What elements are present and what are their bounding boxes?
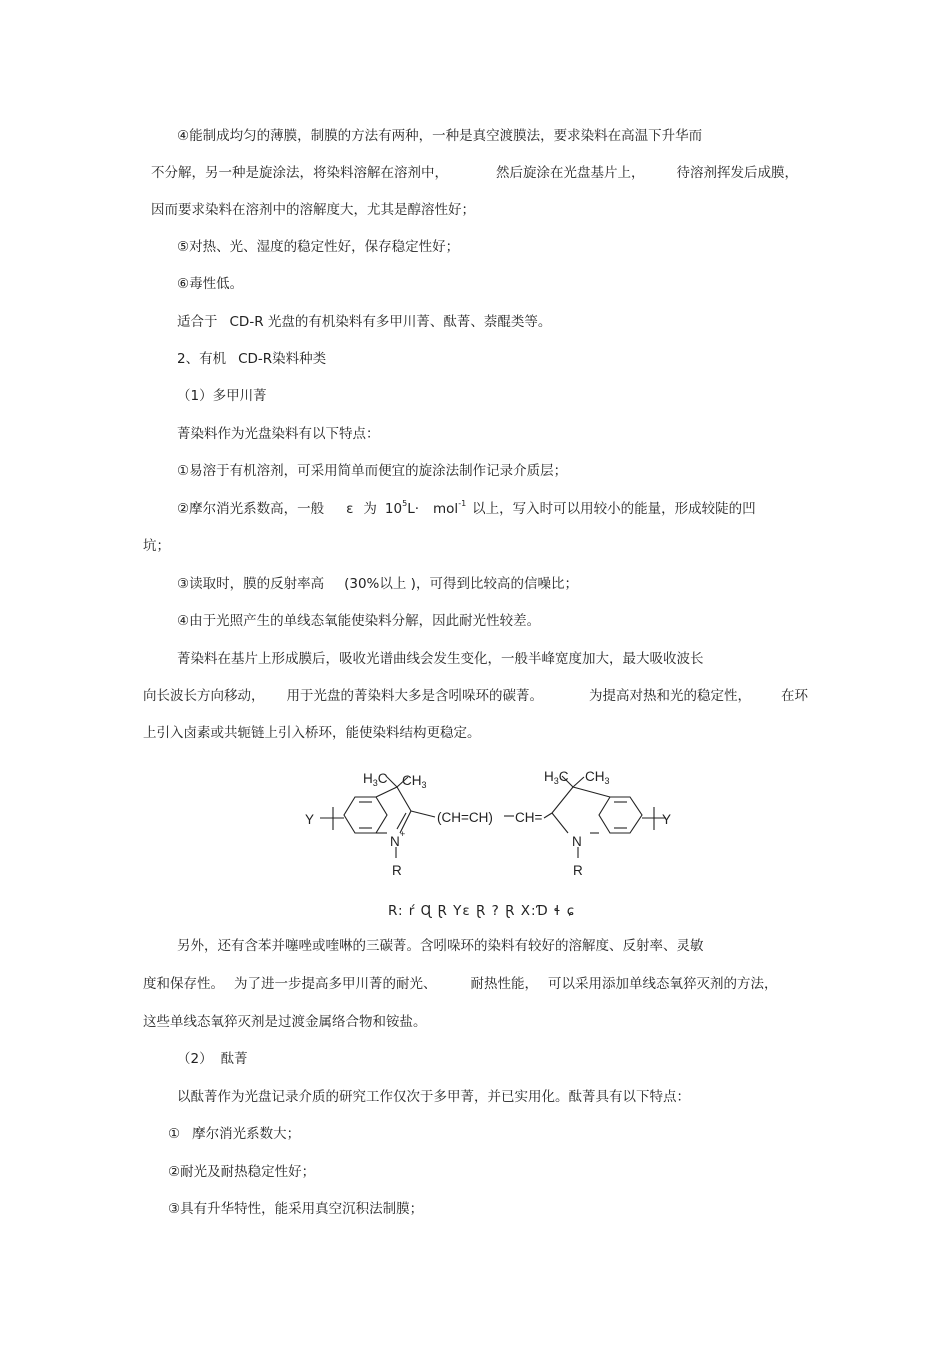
text-line: 因而要求染料在溶剂中的溶解度大，尤其是醇溶性好；: [151, 202, 475, 218]
text-line: [143, 975, 778, 993]
text-segment: ③读取时，膜的反射率高: [177, 576, 325, 592]
methyl-label-right-2: $CH_3$: [585, 769, 610, 786]
text-line: 另外，还有含苯并噻唑或喹啉的三碳菁。含吲哚环的染料有较好的溶解度、反射率、灵敏: [177, 938, 704, 954]
text-segment: （2）: [177, 1051, 213, 1067]
y-substituent-right: Y: [662, 812, 672, 827]
text-line: ⑥毒性低。: [177, 276, 244, 292]
text-segment: (30%以上 )，可得到比较高的信噪比；: [344, 576, 578, 592]
text-segment: 用于光盘的菁染料大多是含吲哚环的碳菁。: [286, 688, 543, 704]
text-segment: 在环: [781, 688, 808, 704]
r-group-right: R: [573, 863, 583, 878]
cyanine-structure-diagram: [290, 755, 710, 890]
text-line: 这些单线态氧猝灭剂是过渡金属络合物和铵盐。: [143, 1014, 427, 1030]
charge-plus: +: [400, 829, 406, 839]
text-segment: 向长波长方向移动，: [143, 688, 265, 704]
text-line: [151, 164, 798, 182]
text-segment: 然后旋涂在光盘基片上，: [496, 165, 645, 181]
text-segment: 为提高对热和光的稳定性，: [589, 688, 751, 704]
text-segment: L·: [407, 501, 420, 517]
section-heading: （1）多甲川菁: [177, 388, 267, 404]
text-segment: 以上，写入时可以用较小的能量，形成较陡的凹: [472, 501, 756, 517]
section-heading: [177, 1050, 248, 1068]
text-segment: CD-R 光盘的有机染料有多甲川菁、酞菁、萘醌类等。: [229, 314, 552, 330]
text-segment: 不分解，另一种是旋涂法，将染料溶解在溶剂中，: [151, 165, 448, 181]
text-segment: 10: [384, 501, 403, 517]
text-segment: 摩尔消光系数大；: [192, 1126, 301, 1142]
text-line: 菁染料在基片上形成膜后，吸收光谱曲线会发生变化，一般半峰宽度加大，最大吸收波长: [177, 651, 704, 667]
text-line: ④由于光照产生的单线态氧能使染料分解，因此耐光性较差。: [177, 613, 541, 629]
text-line: [177, 575, 578, 593]
superscript: 5: [402, 499, 408, 508]
text-line: ③具有升华特性，能采用真空沉积法制膜；: [168, 1201, 424, 1217]
text-segment: 可以采用添加单线态氧猝灭剂的方法，: [548, 976, 778, 992]
text-segment: 待溶剂挥发后成膜，: [676, 165, 798, 181]
text-line: 菁染料作为光盘染料有以下特点：: [177, 426, 380, 442]
text-line: ②耐光及耐热稳定性好；: [168, 1164, 316, 1180]
text-line: 上引入卤素或共轭链上引入桥环，能使染料结构更稳定。: [143, 725, 481, 741]
r-group-left: R: [392, 863, 402, 878]
y-substituent-left: Y: [305, 812, 315, 827]
text-segment: 适合于: [177, 314, 218, 330]
text-line: 以酞菁作为光盘记录介质的研究工作仅次于多甲菁，并已实用化。酞菁具有以下特点：: [177, 1089, 690, 1105]
text-segment: 为: [363, 501, 377, 517]
text-line: [168, 1125, 300, 1143]
epsilon-symbol: ε: [346, 501, 354, 517]
text-segment: 2、有机: [177, 351, 227, 367]
text-segment: ①: [168, 1126, 181, 1142]
text-line: [177, 500, 756, 520]
text-line: [177, 350, 326, 368]
polymethine-chain: (CH=CH): [437, 810, 493, 825]
text-line: 坑；: [143, 538, 170, 554]
text-segment: 度和保存性。: [143, 976, 224, 992]
text-segment: mol: [433, 501, 459, 517]
methyl-label-right: $H_3C$: [544, 769, 569, 786]
text-line: ①易溶于有机溶剂，可采用简单而便宜的旋涂法制作记录介质层；: [177, 463, 568, 479]
methine-link: CH=: [515, 810, 543, 825]
text-segment: 酞菁: [220, 1051, 248, 1067]
nitrogen-right: N: [572, 834, 582, 849]
nitrogen-left: N: [390, 834, 400, 849]
methyl-label-left: $H_3C$: [363, 771, 388, 788]
text-line: ④能制成均匀的薄膜，制膜的方法有两种，一种是真空渡膜法，要求染料在高温下升华而: [177, 128, 703, 144]
text-segment: CD-R染料种类: [238, 351, 327, 367]
superscript: -1: [458, 499, 467, 508]
text-line: [177, 313, 551, 331]
text-line: ⑤对热、光、湿度的稳定性好，保存稳定性好；: [177, 239, 460, 255]
text-line: [143, 687, 808, 705]
diagram-caption: R: ŕ Ɋ Ɽ Yɛ Ɽ ? Ɽ X:Ɗ ɬ ɕ: [388, 903, 576, 919]
text-segment: ②摩尔消光系数高，一般: [177, 501, 325, 517]
methyl-label-left-2: $CH_3$: [402, 773, 427, 790]
text-segment: 为了进一步提高多甲川菁的耐光、: [234, 976, 437, 992]
text-segment: 耐热性能，: [470, 976, 538, 992]
